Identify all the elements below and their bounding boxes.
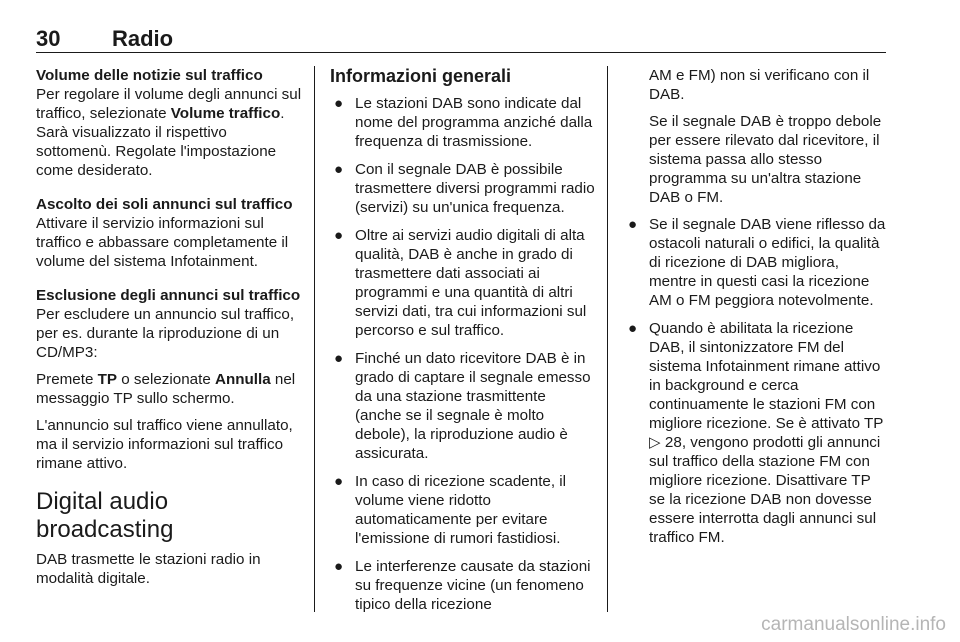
paragraph: L'annuncio sul traffico viene annullato, ma il servizio informazioni sul traffico rimane attivo. (36, 417, 293, 472)
menu-label: Volume traffico (170, 105, 281, 122)
paragraph: Attivare il servizio informazioni sul traffico e abbassare completamente il volume del sistema Infotainment. (36, 215, 289, 270)
middle-column (330, 66, 596, 623)
column-divider (607, 66, 608, 612)
paragraph: Se il segnale DAB è troppo debole per essere rilevato dal ricevitore, il sistema passa allo stesso programma su un'altra stazione DAB o FM. (649, 113, 882, 206)
bullet-icon: ● (334, 558, 344, 575)
page-number: 30 (36, 26, 61, 51)
right-column (624, 66, 890, 556)
bullet-icon: ● (334, 350, 344, 367)
bullet-icon: ● (628, 320, 638, 337)
section-title: Volume delle notizie sul traffico (36, 67, 263, 84)
bullet-icon: ● (334, 95, 344, 112)
column-divider (314, 66, 315, 612)
section-listen-traffic (36, 195, 302, 271)
list-item: ● Finché un dato ricevitore DAB è in grado di captare il segnale emesso da una stazione trasmittente (anche se il segnale è molto debole), la riproduzione audio è assicurata. (334, 350, 591, 462)
bullet-icon: ● (334, 473, 344, 490)
paragraph: AM e FM) non si verificano con il DAB. (649, 67, 870, 103)
page-header (36, 28, 886, 53)
list-item: ● Quando è abilitata la ricezione DAB, il sintonizzatore FM del sistema Infotainment rimane attivo in background e cerca continuamente le stazioni FM con migliore ricezione. Se è attivato TP ▷ 28, vengono prodotti gli annunci sul traffico della stazione FM con migliore ricezione. Disattivare TP se la ricezione DAB non dovesse essere interrotta dagli annunci sul traffico FM. (628, 320, 884, 546)
bullet-icon: ● (628, 216, 638, 233)
continued-item (624, 66, 890, 207)
bullet-list (624, 215, 890, 547)
section-title: Ascolto dei soli annunci sul traffico (36, 196, 293, 213)
paragraph: DAB trasmette le stazioni radio in modalità digitale. (36, 551, 261, 587)
section-title: Esclusione degli annunci sul traffico (36, 287, 301, 304)
watermark: carmanualsonline.info (761, 614, 946, 635)
section-heading: Informazioni generali (330, 66, 512, 86)
list-item: ● Le stazioni DAB sono indicate dal nome del programma anziché dalla frequenza di trasmissione. (334, 95, 593, 150)
bullet-icon: ● (334, 227, 344, 244)
annulla-label: Annulla (215, 371, 271, 388)
bullet-list (330, 94, 596, 614)
left-column (36, 66, 302, 588)
paragraph: Premete TP o selezionate Annulla nel messaggio TP sullo schermo. (36, 371, 296, 407)
list-item: ● In caso di ricezione scadente, il volume viene ridotto automaticamente per evitare l'emissione di rumori fastidiosi. (334, 473, 567, 547)
list-item: ● Oltre ai servizi audio digitali di alta qualità, DAB è anche in grado di trasmettere dati associati ai programmi e una quantità di altri servizi dati, tra cui informazioni sul percorso e sul traffico. (334, 227, 587, 339)
list-item: ● Le interferenze causate da stazioni su frequenze vicine (un fenomeno tipico della ricezione (334, 558, 591, 613)
page-ref-arrow-icon[interactable]: ▷ (649, 434, 661, 451)
list-item: ● Se il segnale DAB viene riflesso da ostacoli naturali o edifici, la qualità di ricezione di DAB migliora, mentre in questi casi la ricezione AM o FM peggiora notevolmente. (628, 216, 886, 309)
section-exclude-traffic (36, 286, 302, 473)
section-traffic-volume (36, 66, 302, 180)
section-heading-dab: Digital audio broadcasting (36, 488, 174, 543)
page-ref-link[interactable]: 28 (664, 434, 682, 451)
bullet-icon: ● (334, 161, 344, 178)
list-item: ● Con il segnale DAB è possibile trasmettere diversi programmi radio (servizi) su un'unica frequenza. (334, 161, 595, 216)
paragraph: Per regolare il volume degli annunci sul traffico, selezionate Volume traffico. Sarà visualizzato il rispettivo sottomenù. Regolate l'impostazione come desiderato. (36, 86, 302, 179)
paragraph: Per escludere un annuncio sul traffico, per es. durante la riproduzione di un CD/MP3: (36, 306, 295, 361)
page-title: Radio (112, 26, 174, 51)
tp-button-label: TP (97, 371, 118, 388)
